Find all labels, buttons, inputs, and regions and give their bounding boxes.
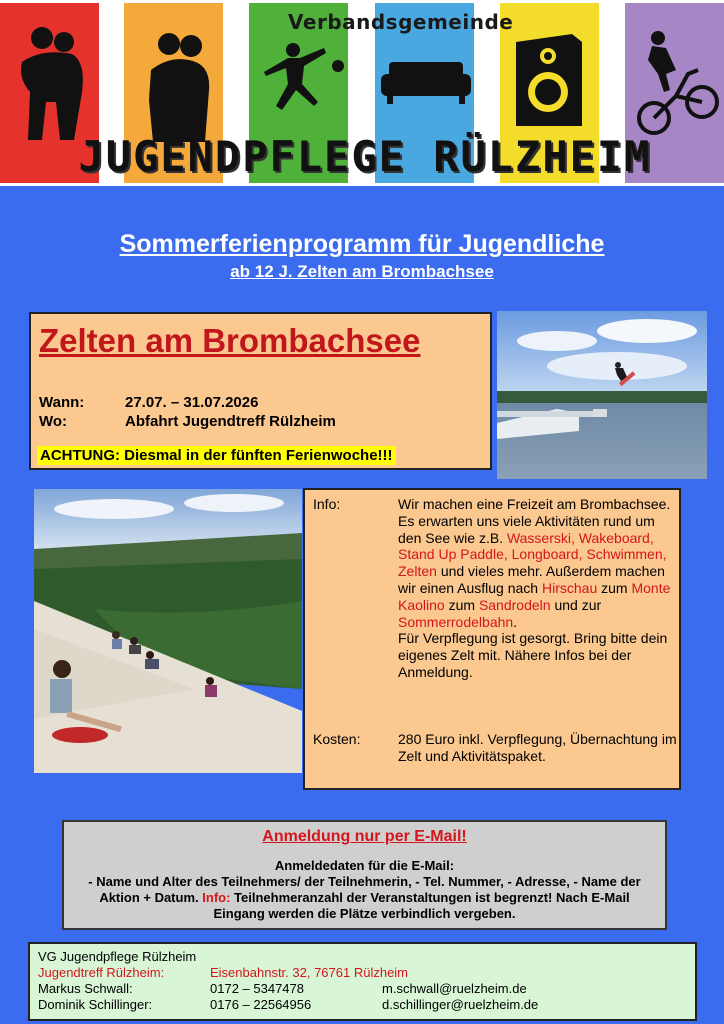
registration-line2: - Name und Alter des Teilnehmers/ der Teilnehmerin, - Tel. Nummer, - Adresse, - Name der Aktion + Datum.	[88, 874, 641, 905]
warning-banner: ACHTUNG: Diesmal in der fünften Ferienwoche!!!	[37, 446, 396, 465]
registration-info-word: Info:	[202, 890, 231, 905]
bmx-rider-icon	[636, 30, 720, 138]
registration-line3: Teilnehmeranzahl der Veranstaltungen ist begrenzt! Nach E-Mail Eingang werden die Plätze verbindlich vergeben.	[213, 890, 630, 921]
registration-box	[62, 820, 667, 930]
info-word-zum-1: zum	[601, 579, 628, 596]
info-sommerrodelbahn: Sommerrodelbahn	[398, 613, 514, 630]
speaker-icon	[512, 34, 586, 126]
where-value: Abfahrt Jugendtreff Rülzheim	[125, 413, 336, 430]
contact-phone1: 0172 – 5347478	[210, 981, 304, 996]
info-sandrodeln: Sandrodeln	[478, 596, 551, 613]
info-intro: Wir machen eine Freizeit am Brombachsee. Es erwarten uns viele Aktivitäten rund um den See wie z.B.	[398, 496, 671, 546]
page-title: Sommerferienprogramm für Jugendliche	[119, 230, 605, 258]
event-title: Zelten am Brombachsee	[39, 322, 421, 359]
info-label: Info:	[313, 496, 341, 512]
info-period: .	[513, 613, 518, 630]
when-label: Wann:	[39, 394, 85, 411]
contact-org: VG Jugendpflege Rülzheim	[38, 949, 197, 964]
contact-person2: Dominik Schillinger:	[38, 997, 153, 1012]
soccer-player-icon	[258, 40, 348, 122]
info-activities: Wasserski, Wakeboard, Stand Up Paddle, Longboard, Schwimmen, Zelten	[398, 529, 667, 580]
hugging-couple-icon	[12, 22, 92, 142]
contact-email1[interactable]: m.schwall@ruelzheim.de	[382, 981, 527, 996]
banner-title: JUGENDPFLEGE RÜLZHEIM	[78, 132, 652, 181]
contact-box	[28, 942, 697, 1021]
contact-phone2: 0176 – 22564956	[210, 997, 312, 1012]
registration-line1: Anmeldedaten für die E-Mail:	[274, 858, 455, 873]
where-label: Wo:	[39, 413, 68, 430]
page-subtitle: ab 12 J. Zelten am Brombachsee	[230, 262, 494, 281]
info-text	[398, 496, 678, 681]
event-box	[29, 312, 492, 470]
contact-place-address: Eisenbahnstr. 32, 76761 Rülzheim	[210, 965, 409, 980]
registration-text	[72, 858, 657, 922]
info-place-monte-kaolino: Monte Kaolino	[398, 579, 671, 613]
header-banner	[0, 0, 724, 186]
info-place-hirschau: Hirschau	[541, 579, 598, 596]
info-word-zum-2: zum	[448, 596, 476, 613]
wakeboard-photo	[497, 311, 707, 479]
cost-label: Kosten:	[313, 731, 361, 747]
when-value: 27.07. – 31.07.2026	[125, 394, 259, 411]
sofa-icon	[381, 58, 471, 104]
registration-title: Anmeldung nur per E-Mail!	[262, 828, 467, 845]
contact-email2[interactable]: d.schillinger@ruelzheim.de	[382, 997, 539, 1012]
info-box	[303, 488, 681, 790]
info-continuation: und vieles mehr. Außerdem machen wir einen Ausflug nach	[398, 563, 665, 596]
info-word-und-zur: und zur	[554, 596, 602, 613]
couple-icon	[145, 30, 215, 142]
sand-dune-photo	[34, 489, 302, 773]
info-catering: Für Verpflegung ist gesorgt. Bring bitte dein eigenes Zelt mit. Nähere Infos bei der Anmeldung.	[398, 630, 668, 680]
contact-place-label: Jugendtreff Rülzheim:	[38, 965, 165, 980]
cost-value: 280 Euro inkl. Verpflegung, Übernachtung im Zelt und Aktivitätspaket.	[398, 731, 677, 764]
banner-subtitle: Verbandsgemeinde	[288, 10, 514, 34]
contact-person1: Markus Schwall:	[38, 981, 133, 996]
